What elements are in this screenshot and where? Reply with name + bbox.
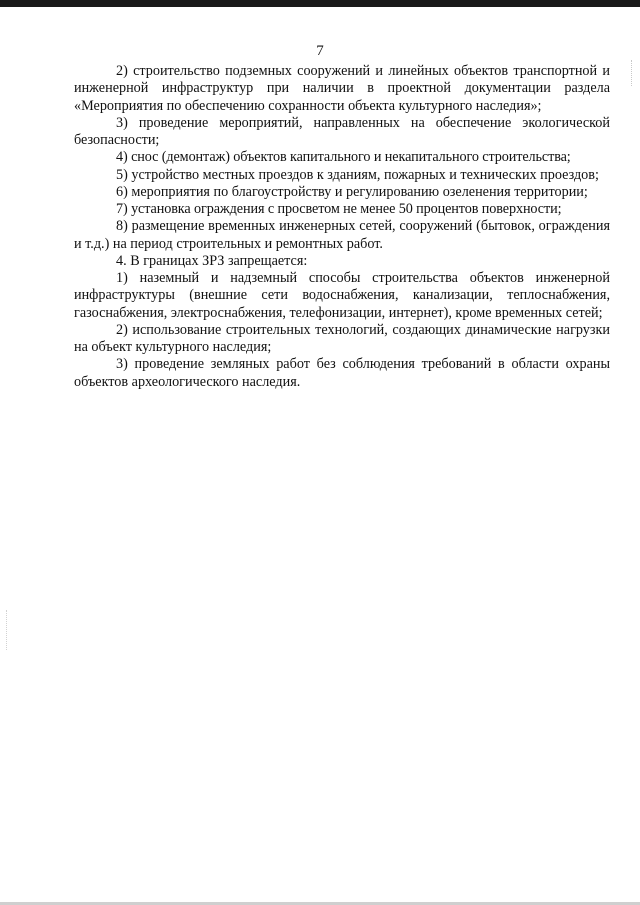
scan-artifact xyxy=(6,610,9,650)
section-heading-prohibited: 4. В границах ЗРЗ запрещается: xyxy=(116,252,308,269)
list-item-earthworks: 3) проведение земляных работ без соблюдения требований в области охраны объектов археологического наследия. xyxy=(74,356,610,390)
list-item-dynamic-loads: 2) использование строительных технологий, создающих динамические нагрузки на объект культурного наследия; xyxy=(74,321,610,355)
list-item-fencing: 7) установка ограждения с просветом не менее 50 процентов поверхности; xyxy=(116,201,562,217)
list-item-ecological-safety: 3) проведение мероприятий, направленных на обеспечение экологической безопасности; xyxy=(74,114,610,148)
document-body xyxy=(74,63,610,391)
scan-artifact xyxy=(629,60,632,86)
list-item-local-driveways: 5) устройство местных проездов к зданиям, пожарных и технических проездов; xyxy=(116,166,599,183)
list-item-demolition: 4) снос (демонтаж) объектов капитального и некапитального строительства; xyxy=(116,149,571,166)
list-item-landscaping: 6) мероприятия по благоустройству и регулированию озеленения территории; xyxy=(116,183,588,200)
scan-top-edge xyxy=(0,0,640,7)
list-item-temporary-networks: 8) размещение временных инженерных сетей, сооружений (бытовок, ограждения и т.д.) на период строительных и ремонтных работ. xyxy=(74,218,610,252)
page-number: 7 xyxy=(316,43,324,59)
list-item-aboveground-infrastructure: 1) наземный и надземный способы строительства объектов инженерной инфраструктуры (внешние сети водоснабжения, канализации, теплоснабжения, газоснабжения, электроснабжения, телефонизации, интернет), кроме временных сетей; xyxy=(74,270,610,321)
list-item-construction-underground: 2) строительство подземных сооружений и линейных объектов транспортной и инженерной инфраструктур при наличии в проектной документации раздела «Мероприятия по обеспечению сохранности объекта культурного наследия»; xyxy=(74,63,610,114)
